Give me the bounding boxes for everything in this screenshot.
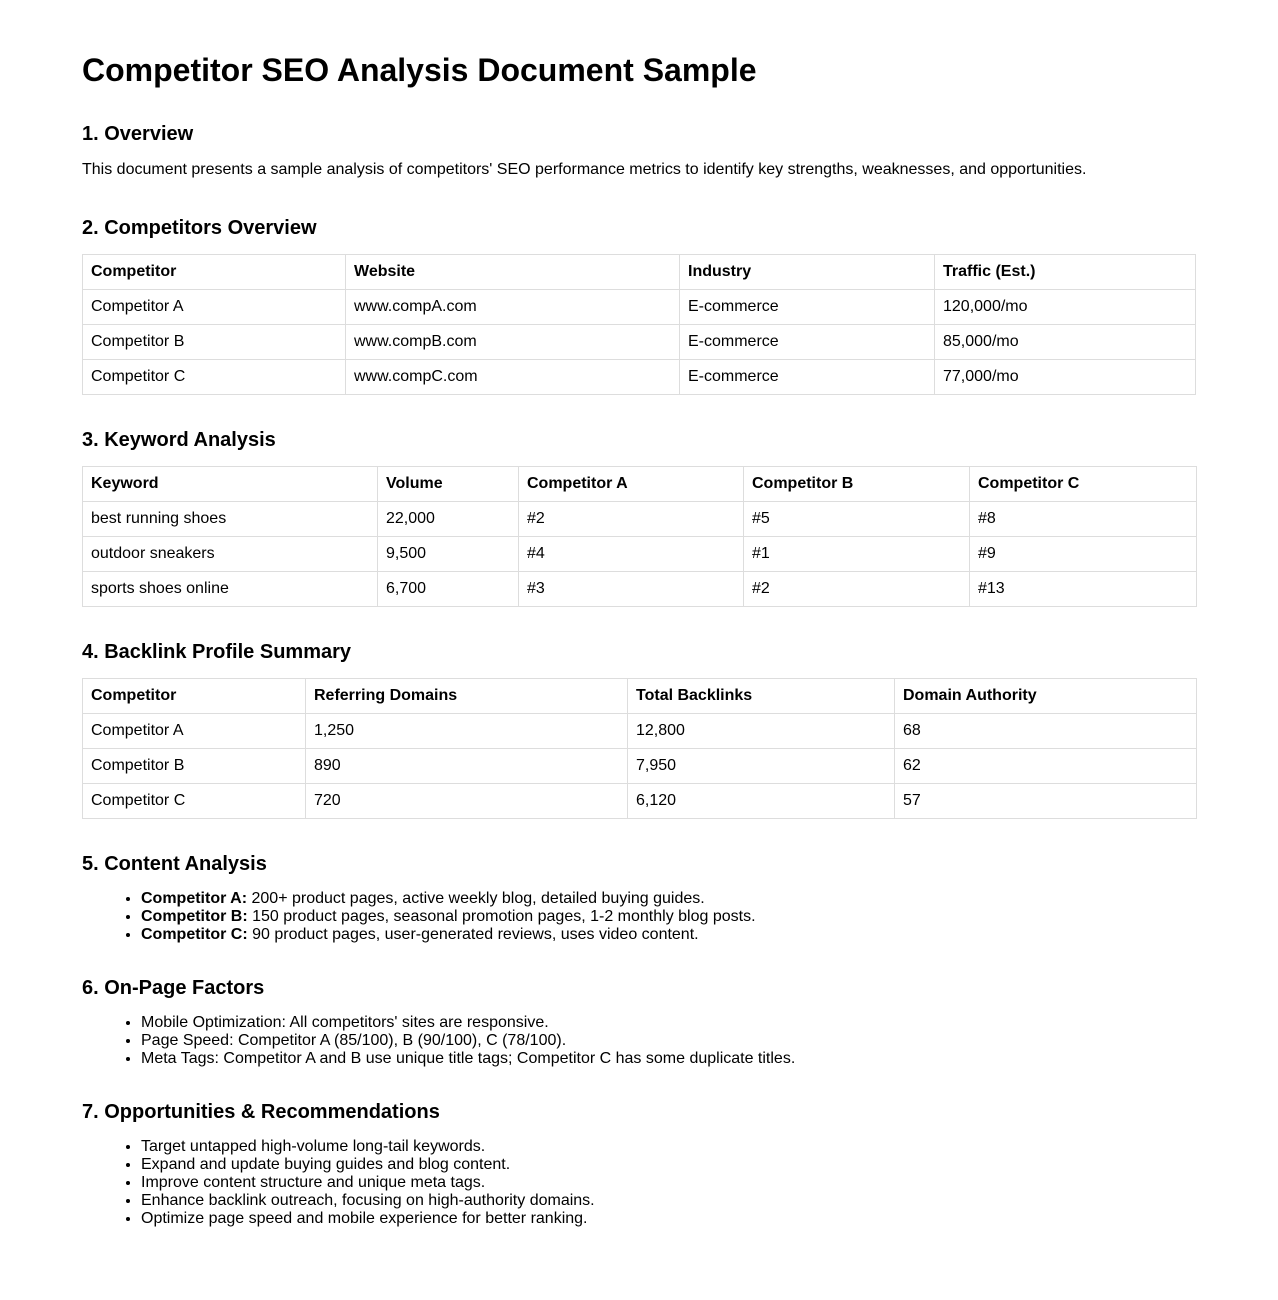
table-cell: #9	[970, 537, 1197, 572]
list-item: • Expand and update buying guides and blog content.	[141, 1156, 1196, 1174]
column-header: Total Backlinks	[628, 679, 895, 714]
table-cell: E-commerce	[680, 325, 935, 360]
overview-heading: 1. Overview	[82, 123, 194, 145]
list-item: • Target untapped high-volume long-tail keywords.	[141, 1138, 1196, 1156]
table-cell: 9,500	[378, 537, 519, 572]
table-row	[83, 502, 1197, 537]
table-cell: Competitor C	[83, 360, 346, 395]
table-cell: #5	[744, 502, 970, 537]
table-cell: 120,000/mo	[935, 290, 1196, 325]
content-list	[82, 890, 1196, 944]
column-header: Competitor	[83, 679, 306, 714]
list-item: • Competitor B: 150 product pages, seasonal promotion pages, 1-2 monthly blog posts.	[141, 908, 1196, 926]
table-cell: 22,000	[378, 502, 519, 537]
table-cell: 720	[306, 784, 628, 819]
table-cell: #3	[519, 572, 744, 607]
table-cell: E-commerce	[680, 290, 935, 325]
table-header-row	[83, 679, 1197, 714]
list-item: • Page Speed: Competitor A (85/100), B (90/100), C (78/100).	[141, 1032, 1196, 1050]
table-cell: #2	[744, 572, 970, 607]
onpage-list	[82, 1014, 1196, 1068]
table-row	[83, 360, 1196, 395]
table-cell: 1,250	[306, 714, 628, 749]
table-cell: 62	[895, 749, 1197, 784]
content-heading: 5. Content Analysis	[82, 853, 267, 875]
table-header-row	[83, 467, 1197, 502]
table-cell: #13	[970, 572, 1197, 607]
column-header: Volume	[378, 467, 519, 502]
table-cell: Competitor B	[83, 325, 346, 360]
list-item: • Meta Tags: Competitor A and B use unique title tags; Competitor C has some duplicate titles.	[141, 1050, 1196, 1068]
recommendations-list	[82, 1138, 1196, 1228]
list-item: • Enhance backlink outreach, focusing on high-authority domains.	[141, 1192, 1196, 1210]
column-header: Keyword	[83, 467, 378, 502]
table-cell: Competitor A	[83, 290, 346, 325]
table-cell: Competitor A	[83, 714, 306, 749]
table-cell: 7,950	[628, 749, 895, 784]
table-cell: E-commerce	[680, 360, 935, 395]
page-title: Competitor SEO Analysis Document Sample	[82, 52, 757, 88]
column-header: Referring Domains	[306, 679, 628, 714]
table-cell: 85,000/mo	[935, 325, 1196, 360]
table-cell: #8	[970, 502, 1197, 537]
table-cell: best running shoes	[83, 502, 378, 537]
competitors-heading: 2. Competitors Overview	[82, 217, 317, 239]
table-cell: 6,700	[378, 572, 519, 607]
table-cell: 6,120	[628, 784, 895, 819]
list-item: • Improve content structure and unique meta tags.	[141, 1174, 1196, 1192]
column-header: Domain Authority	[895, 679, 1197, 714]
column-header: Traffic (Est.)	[935, 255, 1196, 290]
list-item: • Competitor C: 90 product pages, user-generated reviews, uses video content.	[141, 926, 1196, 944]
column-header: Industry	[680, 255, 935, 290]
competitors-table	[82, 254, 1196, 395]
table-header-row	[83, 255, 1196, 290]
table-cell: #2	[519, 502, 744, 537]
table-cell: 68	[895, 714, 1197, 749]
overview-text: This document presents a sample analysis of competitors' SEO performance metrics to identify key strengths, weaknesses, and opportunities.	[82, 161, 1087, 178]
column-header: Competitor C	[970, 467, 1197, 502]
table-cell: outdoor sneakers	[83, 537, 378, 572]
keywords-heading: 3. Keyword Analysis	[82, 429, 276, 451]
table-cell: sports shoes online	[83, 572, 378, 607]
table-cell: 890	[306, 749, 628, 784]
backlinks-heading: 4. Backlink Profile Summary	[82, 641, 352, 663]
table-cell: 57	[895, 784, 1197, 819]
table-cell: www.compC.com	[346, 360, 680, 395]
table-row	[83, 784, 1197, 819]
table-row	[83, 572, 1197, 607]
recommendations-heading: 7. Opportunities & Recommendations	[82, 1101, 440, 1123]
table-cell: 77,000/mo	[935, 360, 1196, 395]
column-header: Competitor B	[744, 467, 970, 502]
list-item: • Optimize page speed and mobile experience for better ranking.	[141, 1210, 1196, 1228]
backlinks-table	[82, 678, 1197, 819]
table-row	[83, 714, 1197, 749]
keywords-table	[82, 466, 1197, 607]
table-cell: 12,800	[628, 714, 895, 749]
table-row	[83, 290, 1196, 325]
table-cell: Competitor B	[83, 749, 306, 784]
table-cell: Competitor C	[83, 784, 306, 819]
onpage-heading: 6. On-Page Factors	[82, 977, 265, 999]
table-cell: www.compB.com	[346, 325, 680, 360]
table-cell: www.compA.com	[346, 290, 680, 325]
table-row	[83, 537, 1197, 572]
column-header: Competitor	[83, 255, 346, 290]
column-header: Website	[346, 255, 680, 290]
table-cell: #4	[519, 537, 744, 572]
list-item: • Mobile Optimization: All competitors' sites are responsive.	[141, 1014, 1196, 1032]
column-header: Competitor A	[519, 467, 744, 502]
table-row	[83, 749, 1197, 784]
table-cell: #1	[744, 537, 970, 572]
table-row	[83, 325, 1196, 360]
list-item: • Competitor A: 200+ product pages, active weekly blog, detailed buying guides.	[141, 890, 1196, 908]
